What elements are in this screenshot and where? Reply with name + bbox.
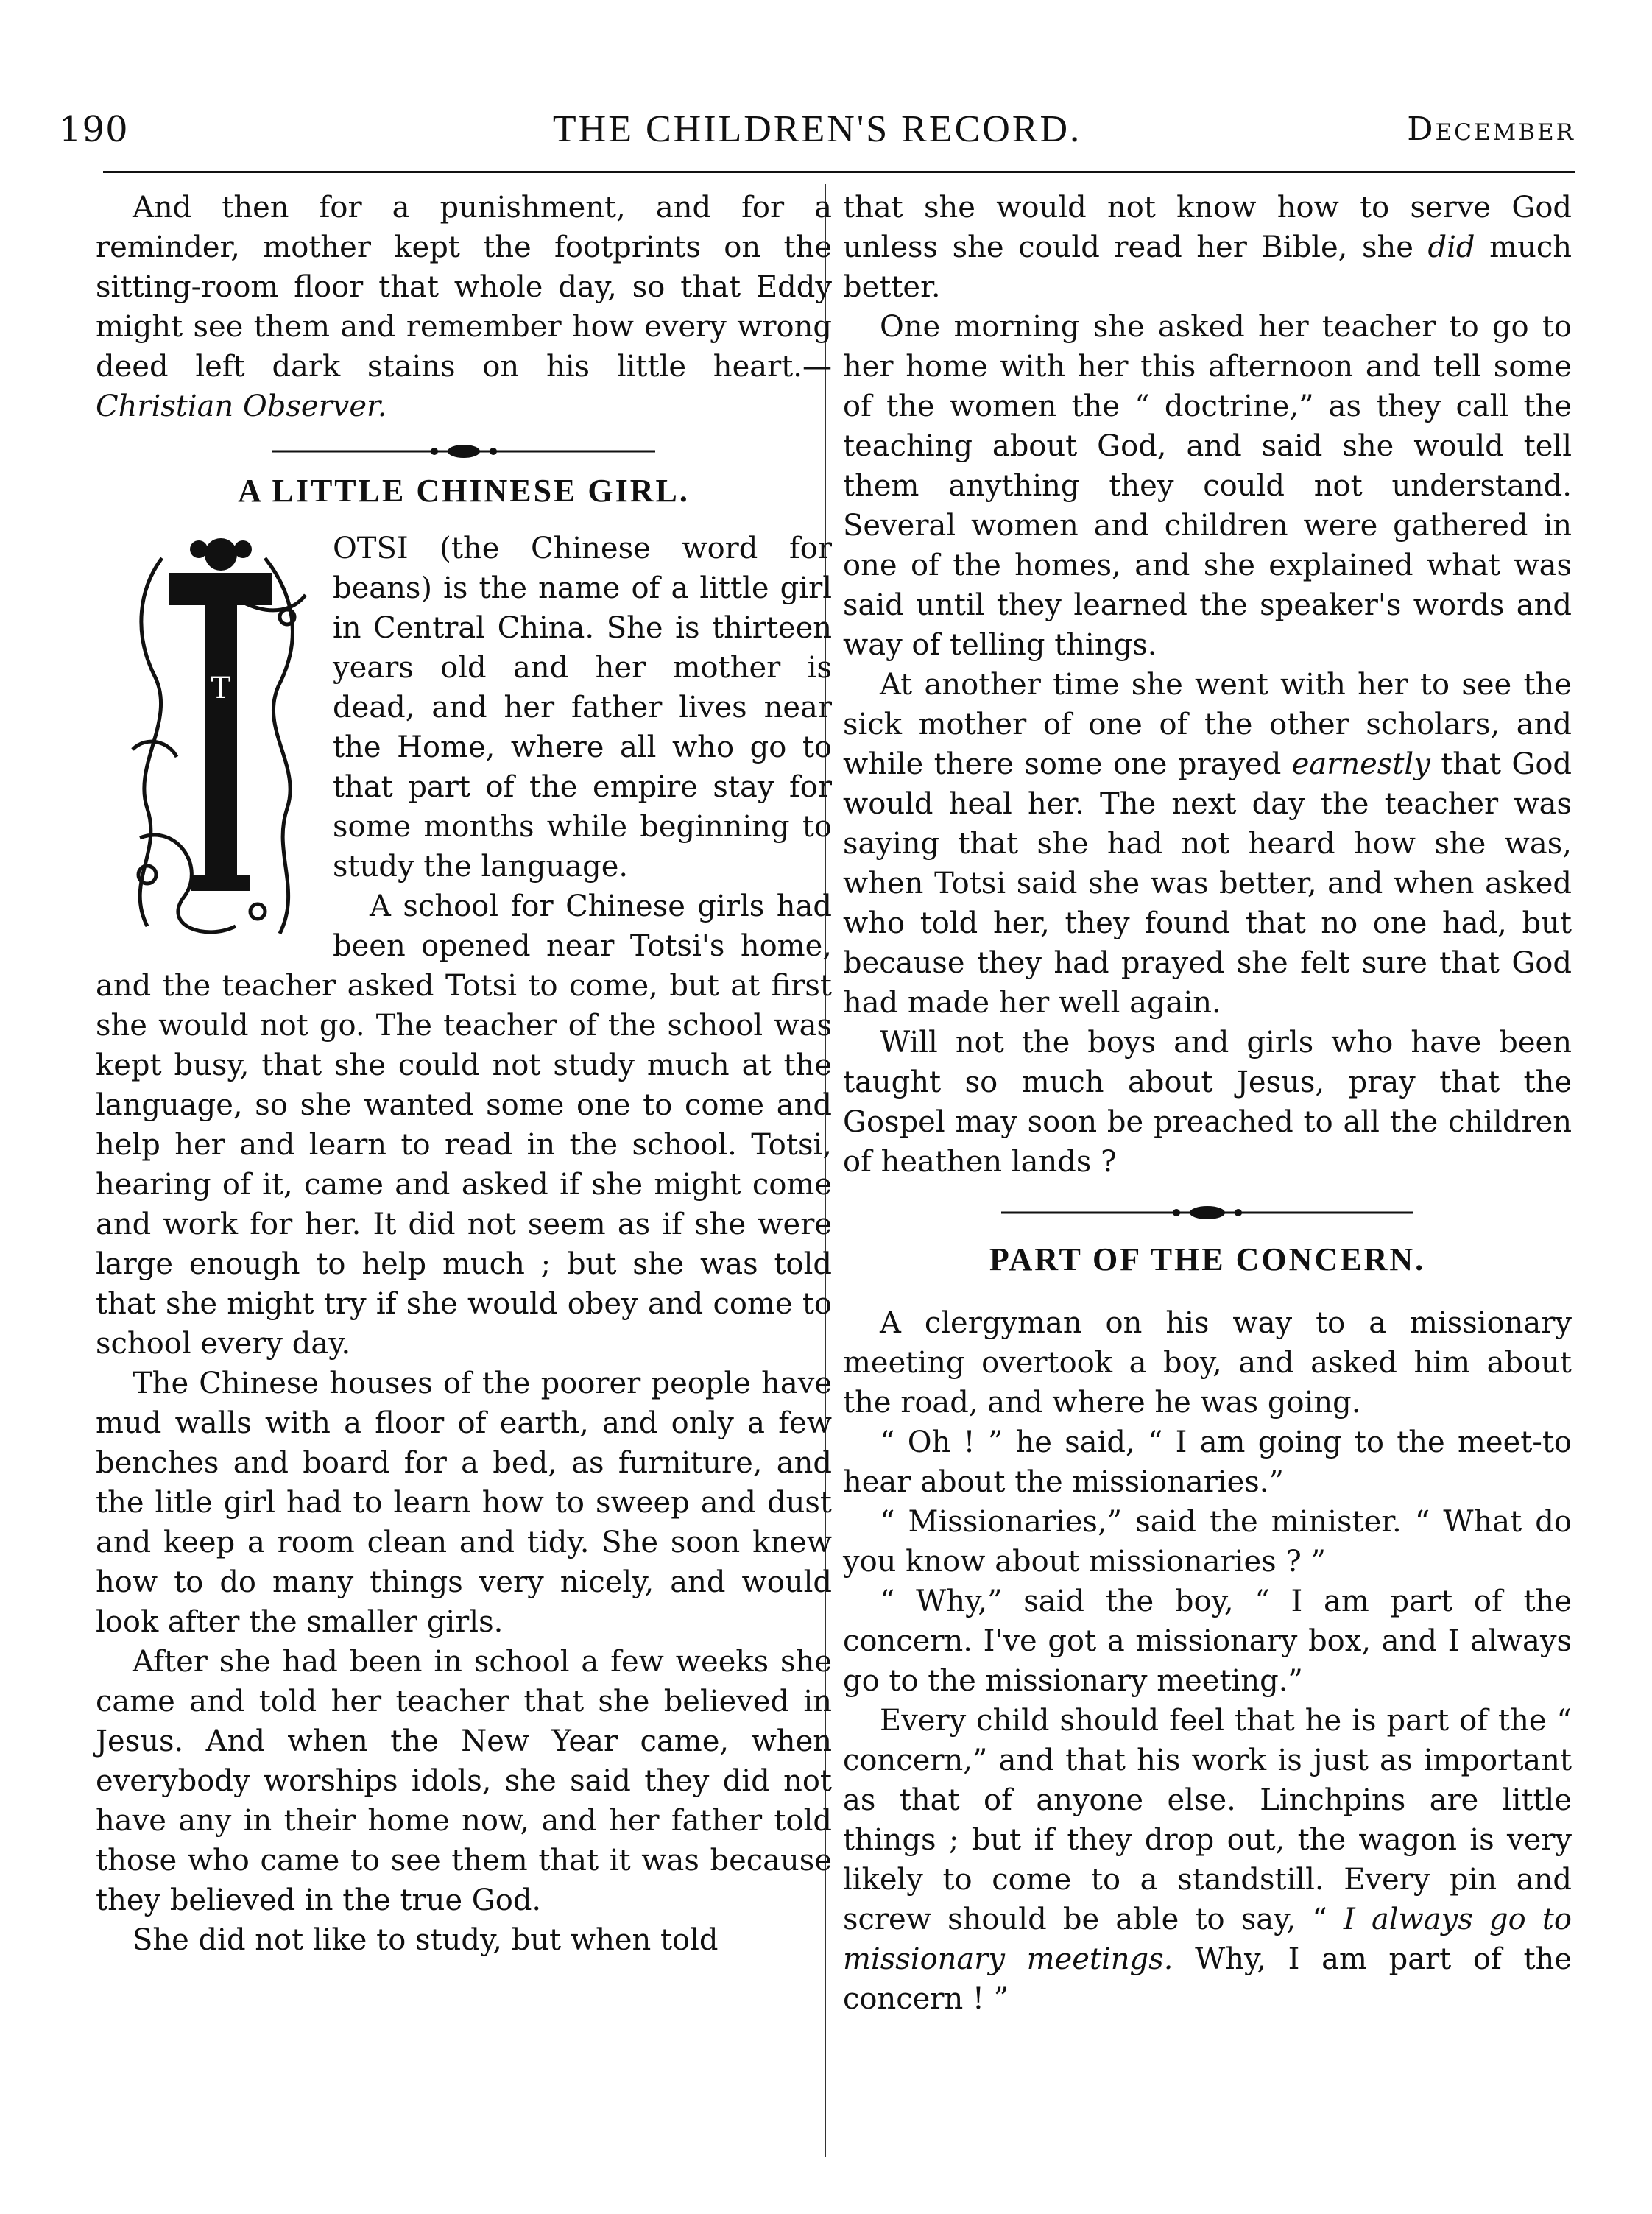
- ornate-letter-icon: [118, 529, 317, 956]
- para-6-text-b: much better.: [843, 230, 1572, 304]
- ornament-rule-icon: [1001, 1204, 1413, 1221]
- header-rule: [103, 171, 1575, 173]
- para-8-text-b: that God would heal her. The next day the teacher was saying that she had not heard how she was, when Totsi said she was better, and when asked who told her, they found that no one had, but because they had prayed she felt sure that God had made her well again.: [843, 747, 1572, 1020]
- dropcap-glyph: T: [211, 671, 231, 705]
- concern-para-5-emphasis: I always go to missionary meetings.: [843, 1903, 1572, 1976]
- chinese-girl-para-4: After she had been in school a few weeks she came and told her teacher that she believed in Jesus. And when the New Year came, when everybody worships idols, she said they did not have any in their home now, and her father told those who came to see them that it was because they believed in the true God.: [96, 1645, 832, 1917]
- article-title-chinese-girl: A LITTLE CHINESE GIRL.: [238, 473, 690, 509]
- para-8-text-a: At another time she went with her to see the sick mother of one of the other scholars, and while there some one prayed: [843, 668, 1572, 781]
- concern-para-5-text-a: Every child should feel that he is part of the “ concern,” and that his work is just as important as that of anyone else. Linchpins are little things ; but if they drop out, the wagon is very likely to come to a standstill. Every pin and screw should be able to say, “: [843, 1704, 1572, 1936]
- chinese-girl-para-5: She did not like to study, but when told: [133, 1923, 719, 1957]
- chinese-girl-para-6: [843, 188, 1572, 307]
- para-6-text-a: that she would not know how to serve God unless she could read her Bible, she: [843, 191, 1572, 264]
- chinese-girl-para-3: The Chinese houses of the poorer people have mud walls with a floor of earth, and only a few benches and board for a bed, as furniture, and the litle girl had to learn how to sweep and dust and keep a room clean and tidy. She soon knew how to do many things very nicely, and would look after the smaller girls.: [96, 1367, 832, 1639]
- concern-para-5-text-b: Why, I am part of the concern ! ”: [843, 1942, 1572, 2016]
- section-ornament: [96, 443, 832, 460]
- right-column: [843, 188, 1572, 2019]
- chinese-girl-para-1: OTSI (the Chinese word for beans) is the name of a little girl in Central China. She is thirteen years old and her mother is dead, and her father lives near the Home, where all who go to that part of the empire stay for some months while beginning to study the language.: [333, 532, 832, 884]
- intro-text: And then for a punishment, and for a reminder, mother kept the footprints on the sitting-room floor that whole day, so that Eddy might see them and remember how every wrong deed left dark stains on his little heart.—: [96, 191, 832, 384]
- concern-para-1: A clergyman on his way to a missionary meeting overtook a boy, and asked him about the road, and where he was going.: [843, 1306, 1572, 1420]
- chinese-girl-para-8: [843, 665, 1572, 1023]
- concern-para-4: “ Why,” said the boy, “ I am part of the concern. I've got a missionary box, and I always go to the missionary meeting.”: [843, 1584, 1572, 1698]
- page-number: 190: [59, 109, 129, 150]
- section-ornament-2: [843, 1204, 1572, 1221]
- chinese-girl-para-9: Will not the boys and girls who have been taught so much about Jesus, pray that the Gospel may soon be preached to all the children of heathen lands ?: [843, 1026, 1572, 1179]
- chinese-girl-para-2: A school for Chinese girls had been opened near Totsi's home, and the teacher asked Totsi to come, but at first she would not go. The teacher of the school was kept busy, that she could not study much at the language, so she wanted some one to come and help her and learn to read in the school. Totsi, hearing of it, came and asked if she might come and work for her. It did not seem as if she were large enough to help much ; but she was told that she might try if she would obey and come to school every day.: [96, 889, 832, 1361]
- concern-para-2: “ Oh ! ” he said, “ I am going to the meet-to hear about the missionaries.”: [843, 1425, 1572, 1499]
- ornament-rule-icon: [272, 443, 655, 460]
- publication-title: THE CHILDREN'S RECORD.: [552, 108, 1082, 150]
- running-header: [59, 103, 1575, 162]
- para-6-emphasis: did: [1427, 230, 1475, 264]
- para-8-emphasis: earnestly: [1291, 747, 1430, 781]
- intro-source: Christian Observer.: [96, 389, 387, 423]
- left-column: [96, 188, 832, 1960]
- concern-para-3: “ Missionaries,” said the minister. “ What do you know about missionaries ? ”: [843, 1505, 1572, 1579]
- intro-paragraph: [96, 188, 832, 426]
- article-title-part-of-concern: PART OF THE CONCERN.: [989, 1241, 1426, 1277]
- concern-para-5: [843, 1701, 1572, 2019]
- chinese-girl-para-7: One morning she asked her teacher to go to her home with her this afternoon and tell some of the women the “ doctrine,” as they call the teaching about God, and said she would tell them anything they could not understand. Several women and children were gathered in one of the homes, and she explained what was said until they learned the speaker's words and way of telling things.: [843, 310, 1572, 662]
- decorated-initial: [118, 529, 317, 956]
- issue-month: December: [1407, 110, 1575, 148]
